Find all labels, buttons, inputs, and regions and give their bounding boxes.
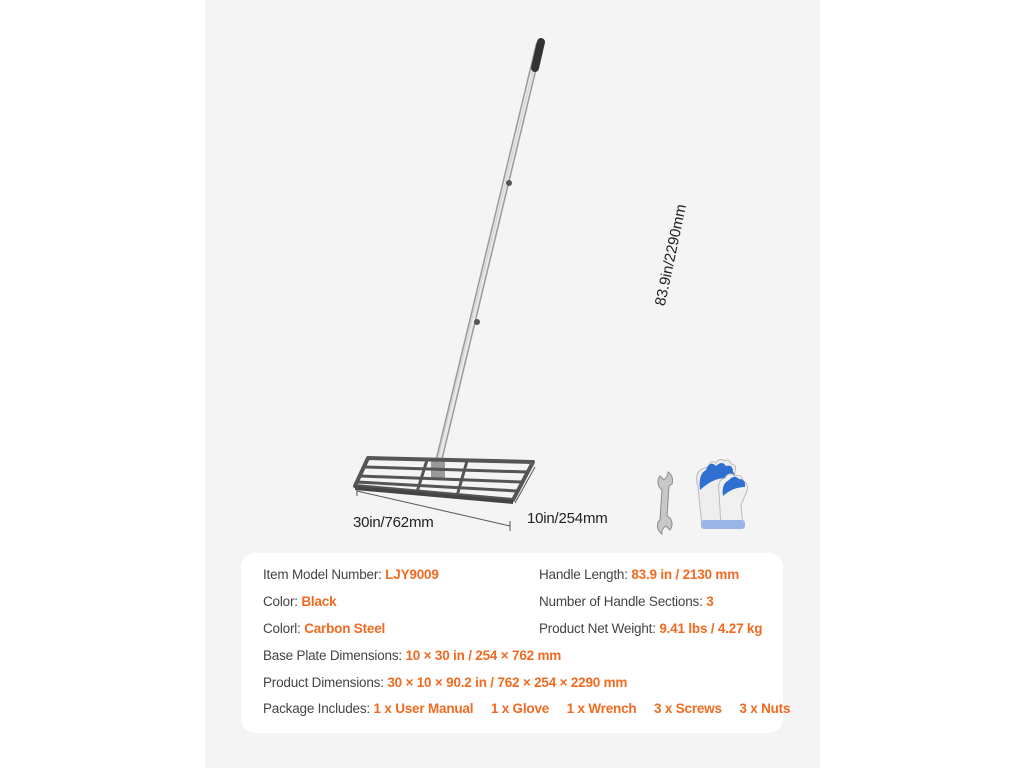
handle-length-label: 83.9in/2290mm — [651, 202, 691, 308]
spec-package — [263, 701, 790, 716]
specifications-card — [241, 553, 791, 733]
spec-package-label: Package Includes: — [263, 701, 370, 716]
spec-handle-sections-value: 3 — [706, 594, 714, 609]
spec-net-weight — [539, 621, 762, 636]
spec-handle-sections-label: Number of Handle Sections: — [539, 594, 703, 609]
lawn-leveling-rake-illustration — [205, 0, 820, 545]
spec-base-plate-label: Base Plate Dimensions: — [263, 648, 402, 663]
spec-model-value: LJY9009 — [385, 567, 439, 582]
spec-handle-sections — [539, 594, 714, 609]
package-item: 1 x User Manual — [373, 701, 474, 716]
spec-base-plate — [263, 648, 561, 663]
gloves-icon — [697, 459, 748, 529]
package-item: 1 x Glove — [490, 701, 550, 716]
spec-material-value: Carbon Steel — [304, 621, 386, 636]
spec-color-value: Black — [301, 594, 337, 609]
package-item: 3 x Screws — [653, 701, 722, 716]
spec-color — [263, 594, 336, 609]
spec-net-weight-value: 9.41 lbs / 4.27 kg — [659, 621, 763, 636]
spec-net-weight-label: Product Net Weight: — [539, 621, 656, 636]
rake-handle — [431, 42, 541, 478]
spec-material-label: Colorl: — [263, 621, 301, 636]
spec-handle-length — [539, 567, 739, 582]
base-width-label: 10in/254mm — [527, 510, 608, 527]
wrench-icon — [658, 472, 673, 534]
spec-handle-length-value: 83.9 in / 2130 mm — [631, 567, 740, 582]
spec-handle-length-label: Handle Length: — [539, 567, 628, 582]
spec-product-dimensions-label: Product Dimensions: — [263, 675, 384, 690]
spec-base-plate-value: 10 × 30 in / 254 × 762 mm — [405, 648, 562, 663]
spec-color-label: Color: — [263, 594, 298, 609]
spec-material — [263, 621, 385, 636]
spec-product-dimensions-value: 30 × 10 × 90.2 in / 762 × 254 × 2290 mm — [387, 675, 628, 690]
package-item: 3 x Nuts — [739, 701, 791, 716]
package-item: 1 x Wrench — [566, 701, 637, 716]
spec-model-label: Item Model Number: — [263, 567, 382, 582]
base-length-label: 30in/762mm — [353, 514, 434, 531]
spec-model — [263, 567, 439, 582]
spec-product-dimensions — [263, 675, 627, 690]
